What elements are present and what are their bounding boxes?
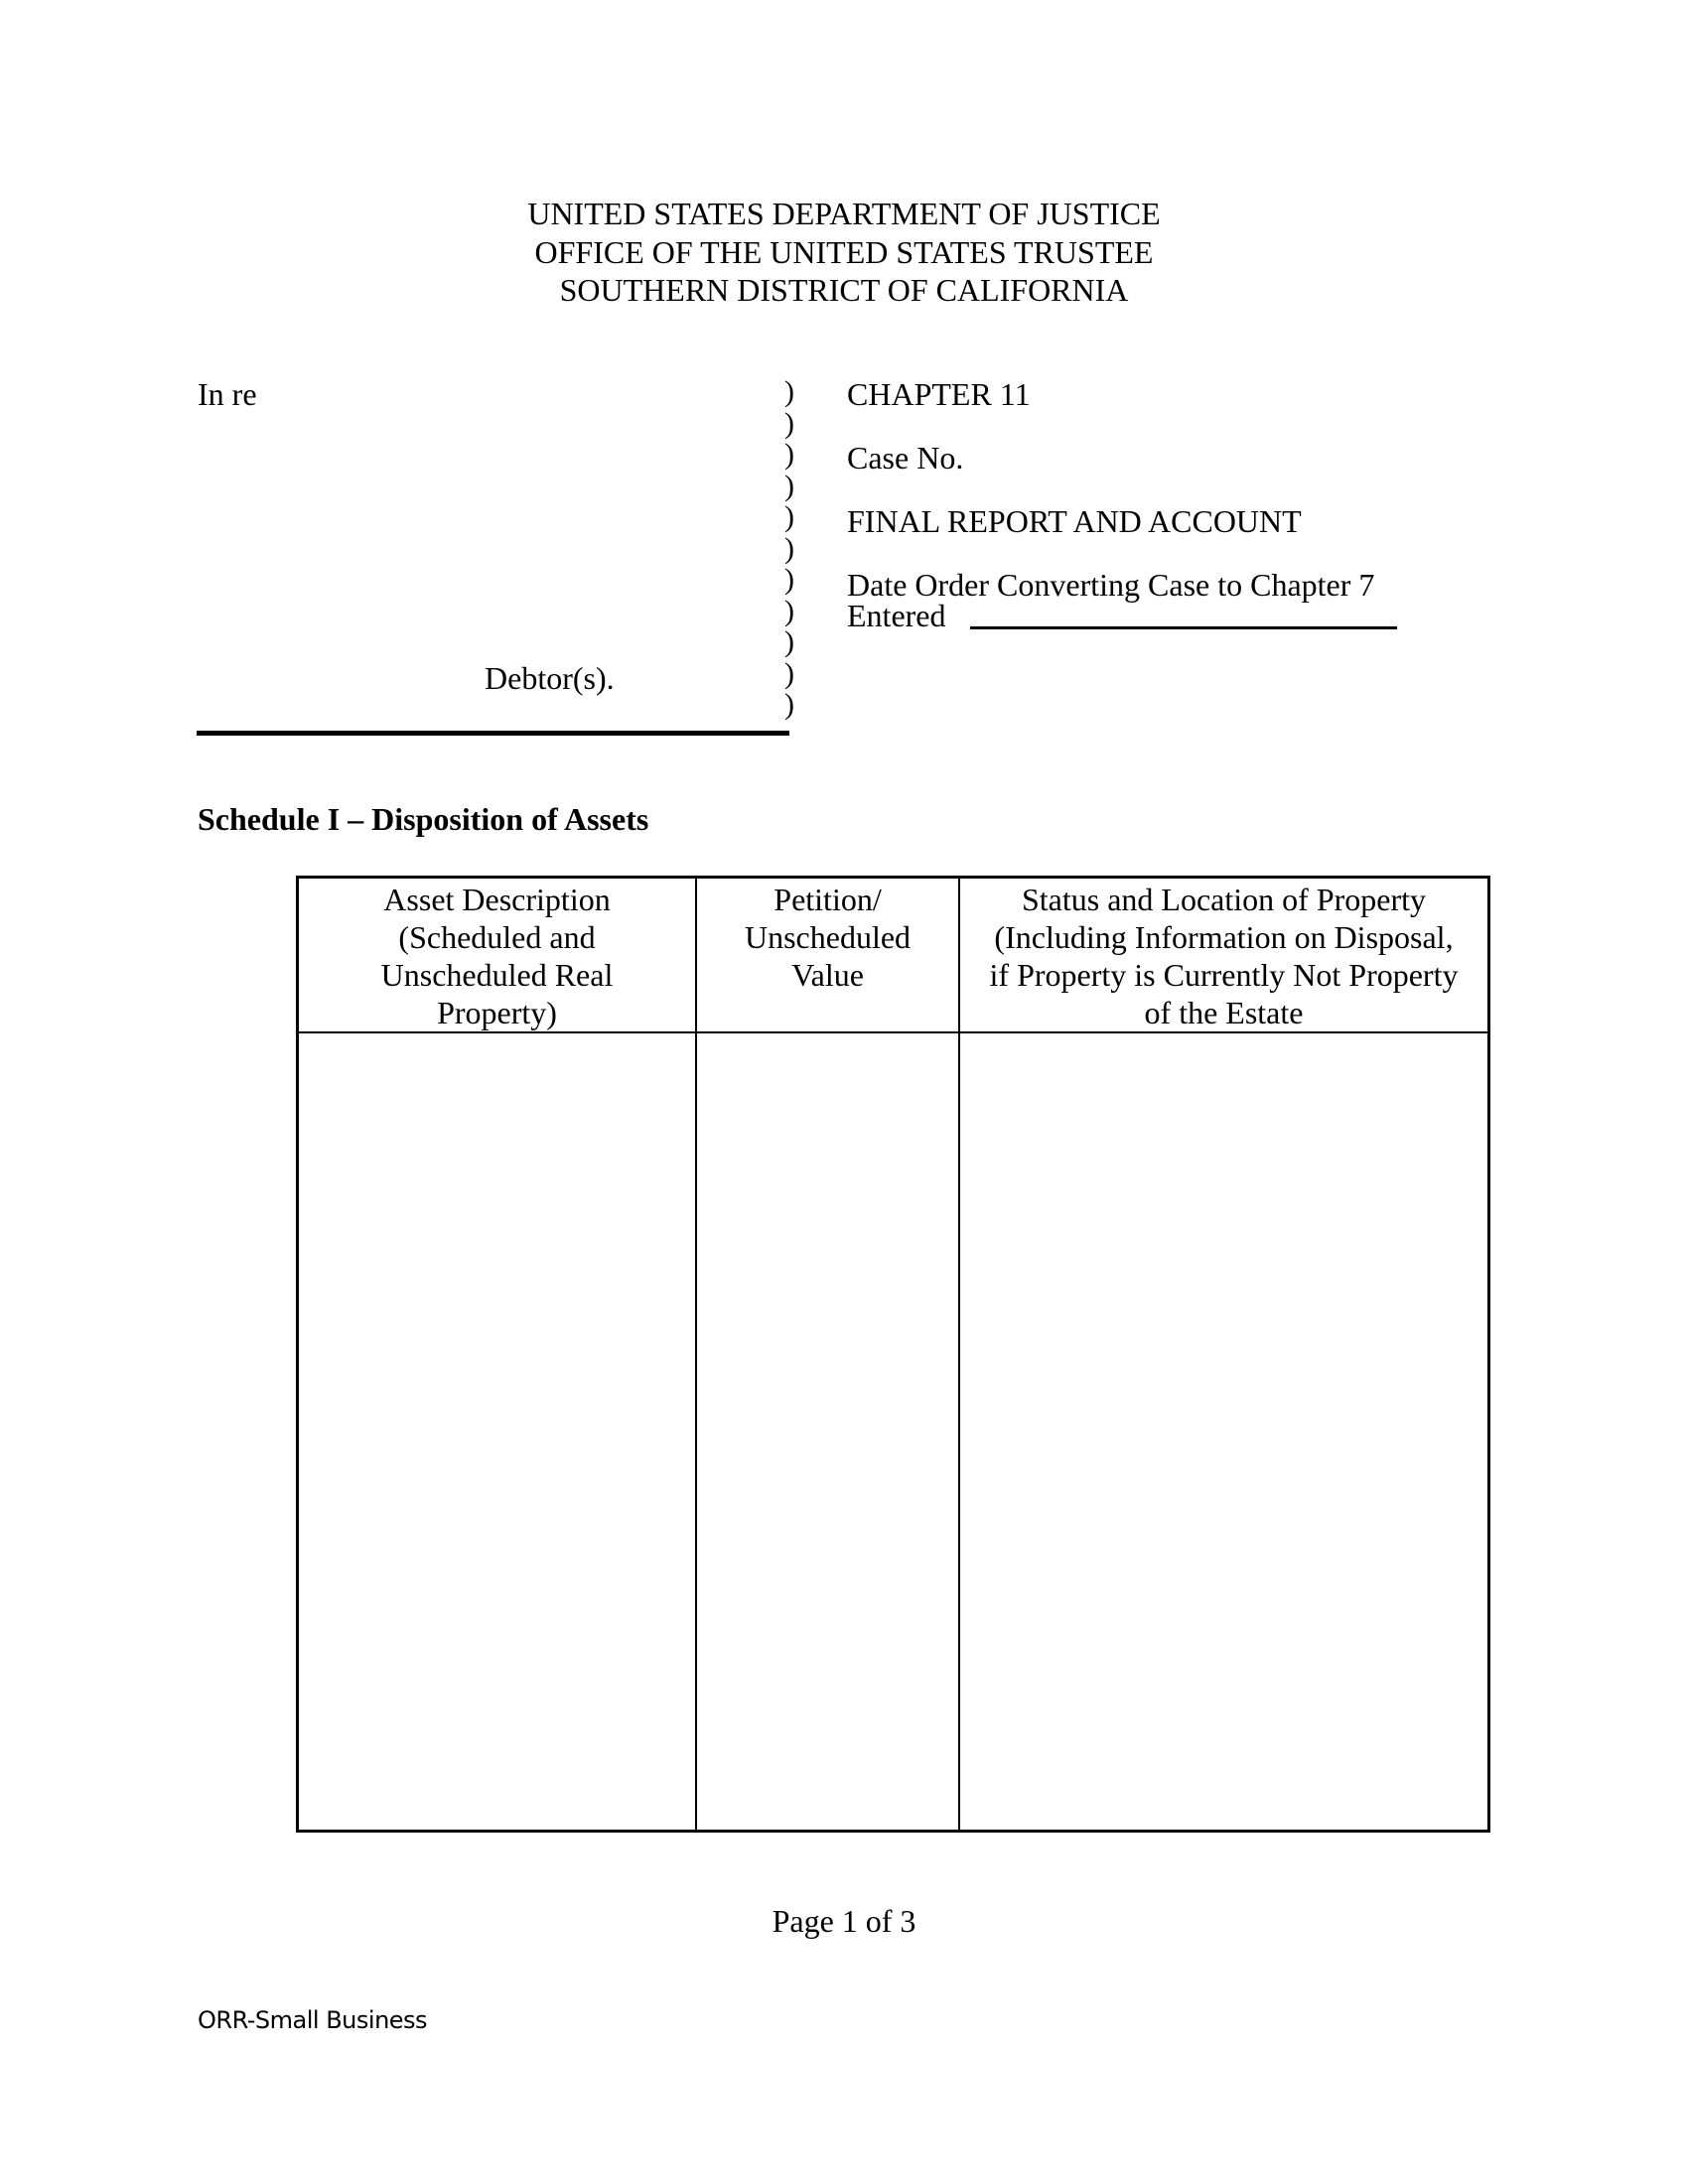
table-cell-asset-description[interactable] bbox=[299, 1033, 695, 1830]
date-entered-blank-line[interactable] bbox=[970, 626, 1397, 629]
chapter-label: CHAPTER 11 bbox=[847, 376, 1031, 412]
header-text: Asset Description bbox=[383, 882, 611, 917]
caption-paren: ) bbox=[784, 469, 794, 502]
table-cell-petition-value[interactable] bbox=[697, 1033, 958, 1830]
header-line-district: SOUTHERN DISTRICT OF CALIFORNIA bbox=[559, 272, 1129, 308]
caption-paren: ) bbox=[784, 594, 794, 627]
column-header-petition-value bbox=[697, 881, 958, 994]
header-text: of the Estate bbox=[1144, 995, 1304, 1030]
column-header-status-location bbox=[960, 881, 1487, 1031]
header-line-department: UNITED STATES DEPARTMENT OF JUSTICE bbox=[527, 196, 1161, 231]
caption-paren: ) bbox=[784, 656, 794, 690]
form-identifier: ORR-Small Business bbox=[198, 2006, 428, 2034]
table-cell-status-location[interactable] bbox=[960, 1033, 1487, 1830]
caption-paren: ) bbox=[784, 375, 794, 408]
caption-paren: ) bbox=[784, 438, 794, 471]
header-text: if Property is Currently Not Property bbox=[989, 957, 1459, 993]
header-text: Petition/ bbox=[774, 882, 882, 917]
report-title: FINAL REPORT AND ACCOUNT bbox=[847, 503, 1302, 539]
header-text: Value bbox=[791, 957, 864, 993]
caption-paren: ) bbox=[784, 500, 794, 533]
case-number-field[interactable] bbox=[847, 440, 964, 476]
header-text: Unscheduled Real bbox=[380, 957, 614, 993]
header-text: (Scheduled and bbox=[398, 919, 596, 955]
header-line-office: OFFICE OF THE UNITED STATES TRUSTEE bbox=[534, 233, 1154, 270]
case-number-label: Case No. bbox=[847, 440, 964, 476]
agency-header bbox=[0, 195, 1688, 310]
date-order-label: Date Order Converting Case to Chapter 7 bbox=[847, 567, 1375, 603]
header-text: Unscheduled bbox=[744, 919, 912, 955]
header-text: Status and Location of Property bbox=[1021, 882, 1427, 917]
caption-paren: ) bbox=[784, 406, 794, 440]
debtor-label: Debtor(s). bbox=[485, 660, 615, 696]
schedule-title: Schedule I – Disposition of Assets bbox=[198, 801, 649, 837]
page-number: Page 1 of 3 bbox=[772, 1903, 916, 1939]
in-re-label: In re bbox=[198, 376, 257, 412]
caption-paren: ) bbox=[784, 625, 794, 658]
caption-paren: ) bbox=[784, 531, 794, 565]
caption-rule bbox=[197, 731, 789, 736]
header-text: Property) bbox=[437, 995, 557, 1030]
caption-paren: ) bbox=[784, 688, 794, 721]
caption-paren: ) bbox=[784, 563, 794, 596]
entered-label: Entered bbox=[847, 598, 946, 633]
header-text: (Including Information on Disposal, bbox=[994, 919, 1454, 955]
column-header-asset-description bbox=[299, 881, 695, 1031]
disposition-of-assets-table bbox=[296, 876, 1490, 1833]
